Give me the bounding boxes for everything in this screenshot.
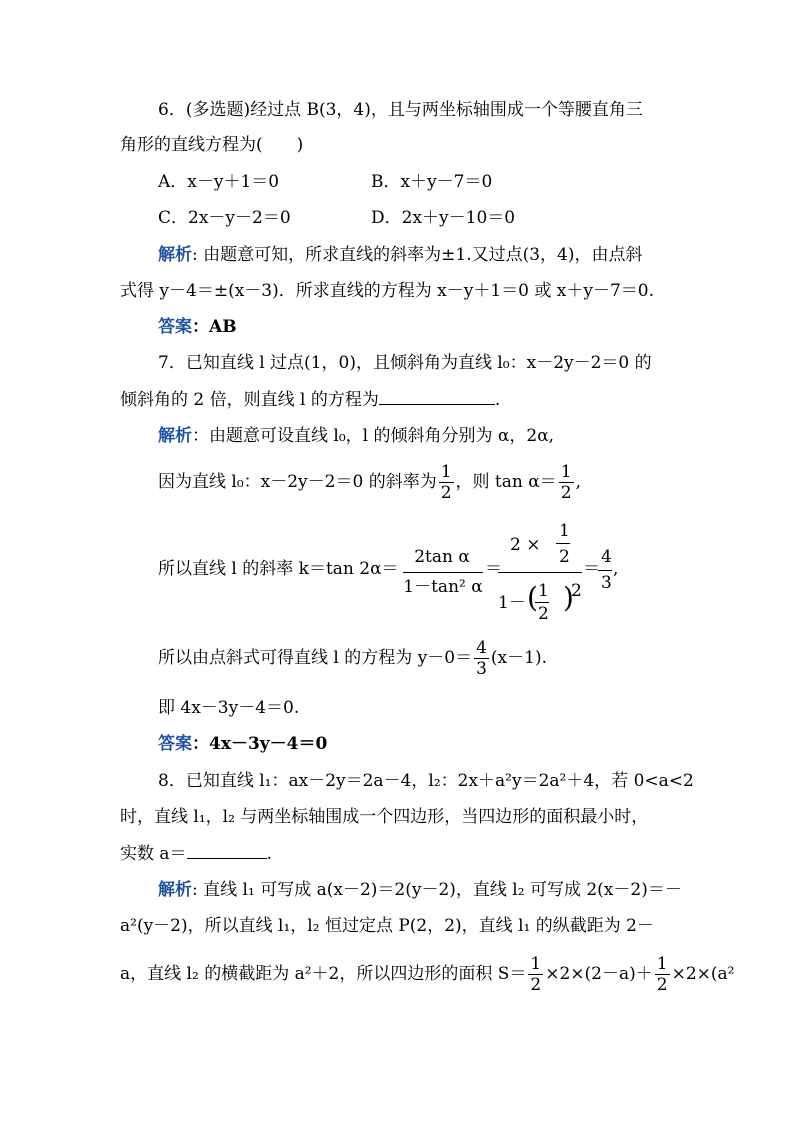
q8-solution-text3c: ×2×(a² bbox=[671, 964, 735, 984]
q7-solution-label: 解析 bbox=[158, 426, 192, 446]
q6-option-b: B．x＋y－7＝0 bbox=[371, 172, 493, 192]
q7-stem-period: . bbox=[494, 390, 501, 410]
q7-solution-line5: 即 4x－3y－4＝0. bbox=[158, 698, 300, 718]
q8-solution-line2: a²(y－2)，所以直线 l₁，l₂ 恒过定点 P(2，2)，直线 l₁ 的纵截距为 2－ bbox=[120, 916, 654, 936]
q7-answer bbox=[158, 733, 327, 755]
q7-solution-text2c: , bbox=[575, 472, 581, 492]
q7-paren-half-num: 1 bbox=[538, 581, 549, 601]
q7-solution-line3-text: 所以直线 l 的斜率 k＝tan 2α＝ bbox=[158, 559, 399, 579]
q7-solution-line2 bbox=[158, 460, 581, 504]
q7-paren-half-den: 2 bbox=[538, 604, 549, 624]
fraction-numerator: 1 bbox=[440, 462, 452, 482]
q7-double-angle-bar bbox=[403, 572, 483, 573]
q8-solution-line3 bbox=[120, 952, 735, 996]
q7-solution-text4a: 所以由点斜式可得直线 l 的方程为 y－0＝ bbox=[158, 648, 473, 668]
q8-answer-blank bbox=[187, 842, 267, 859]
q7-left-paren: ( bbox=[527, 581, 538, 614]
q7-compound-fraction-bar bbox=[498, 572, 582, 573]
q6-solution-line1 bbox=[158, 244, 643, 266]
q6-stem-line1: 6．(多选题)经过点 B(3，4)，且与两坐标轴围成一个等腰直角三 bbox=[158, 100, 643, 120]
q6-solution-line2: 式得 y－4＝±(x－3)．所求直线的方程为 x－y＋1＝0 或 x＋y－7＝0. bbox=[120, 281, 654, 301]
fraction-numerator: 1 bbox=[560, 462, 572, 482]
q7-solution-text2a: 因为直线 l₀：x－2y－2＝0 的斜率为 bbox=[158, 472, 437, 492]
q6-option-c: C．2x－y－2＝0 bbox=[158, 208, 291, 228]
q7-stem-line2 bbox=[120, 388, 500, 411]
fraction-denominator: 2 bbox=[440, 483, 452, 503]
q7-stem-text: 倾斜角的 2 倍，则直线 l 的方程为 bbox=[120, 390, 379, 410]
q8-solution-text3a: a，直线 l₂ 的横截距为 a²＋2，所以四边形的面积 S＝ bbox=[120, 964, 527, 984]
q8-solution-label: 解析 bbox=[158, 880, 192, 900]
q7-answer-blank bbox=[379, 388, 495, 405]
q8-stem-line1: 8．已知直线 l₁：ax－2y＝2a－4，l₂：2x＋a²y＝2a²＋4，若 0<a<2 bbox=[158, 771, 694, 791]
fraction-denominator: 2 bbox=[530, 975, 542, 995]
q7-paren-square: 2 bbox=[571, 581, 582, 601]
q7-slope-four-thirds bbox=[474, 638, 489, 679]
q7-result-num: 4 bbox=[601, 547, 612, 567]
q6-answer bbox=[158, 316, 237, 338]
q7-result-bar bbox=[598, 570, 612, 571]
q7-solution-text2b: ，则 tan α＝ bbox=[455, 472, 557, 492]
q8-stem-line3 bbox=[120, 842, 272, 865]
q7-inner-half-den: 2 bbox=[559, 547, 570, 567]
q7-inner-half-bar bbox=[556, 543, 570, 544]
q7-tan-fraction bbox=[559, 462, 574, 503]
fraction-numerator: 4 bbox=[476, 638, 487, 658]
q7-right-paren: ) bbox=[563, 581, 574, 614]
q6-solution-label: 解析 bbox=[158, 245, 192, 265]
q6-option-a: A．x－y＋1＝0 bbox=[158, 172, 280, 192]
q7-double-angle-denominator: 1－tan² α bbox=[403, 577, 483, 597]
q8-half-fraction-1 bbox=[528, 954, 543, 995]
q7-double-angle-numerator: 2tan α bbox=[414, 547, 470, 567]
fraction-numerator: 1 bbox=[656, 954, 668, 974]
q7-equals-sign-2: ＝ bbox=[583, 559, 600, 579]
q7-result-den: 3 bbox=[601, 573, 612, 593]
q7-solution-line4 bbox=[158, 636, 547, 680]
q6-answer-label: 答案 bbox=[158, 317, 192, 337]
q6-option-d: D．2x＋y－10＝0 bbox=[371, 208, 516, 228]
q8-solution-text1: : 直线 l₁ 可写成 a(x－2)＝2(y－2)，直线 l₂ 可写成 2(x－2)＝－ bbox=[192, 880, 682, 900]
q8-stem-text: 实数 a＝ bbox=[120, 844, 187, 864]
q7-answer-value: ：4x－3y－4＝0 bbox=[192, 734, 328, 754]
fraction-denominator: 2 bbox=[656, 975, 668, 995]
fraction-denominator: 3 bbox=[476, 659, 487, 679]
q7-one-minus: 1－ bbox=[498, 593, 526, 613]
q6-solution-text1: : 由题意可知，所求直线的斜率为±1.又过点(3，4)，由点斜 bbox=[192, 245, 643, 265]
q7-solution-text4b: (x－1). bbox=[490, 648, 547, 668]
q7-stem-line1: 7．已知直线 l 过点(1，0)，且倾斜角为直线 l₀：x－2y－2＝0 的 bbox=[158, 353, 652, 373]
fraction-numerator: 1 bbox=[530, 954, 542, 974]
q7-solution-text1: ：由题意可设直线 l₀，l 的倾斜角分别为 α，2α, bbox=[192, 426, 555, 446]
q7-slope-fraction bbox=[439, 462, 454, 503]
q8-solution-text3b: ×2×(2－a)＋ bbox=[545, 964, 653, 984]
q8-stem-line2: 时，直线 l₁，l₂ 与两坐标轴围成一个四边形，当四边形的面积最小时， bbox=[120, 807, 649, 827]
q7-answer-label: 答案 bbox=[158, 734, 192, 754]
q7-solution-line1 bbox=[158, 425, 554, 447]
q7-two-times: 2 × bbox=[510, 535, 541, 555]
fraction-denominator: 2 bbox=[560, 483, 572, 503]
q7-result-comma: , bbox=[613, 559, 619, 579]
q7-inner-half-num: 1 bbox=[559, 521, 570, 541]
q6-answer-value: ：AB bbox=[192, 317, 237, 337]
q8-half-fraction-2 bbox=[655, 954, 670, 995]
q7-equals-sign: ＝ bbox=[485, 559, 502, 579]
q6-stem-line2: 角形的直线方程为( ) bbox=[120, 135, 304, 155]
q8-solution-line1 bbox=[158, 879, 682, 901]
q8-stem-period: . bbox=[266, 844, 272, 864]
